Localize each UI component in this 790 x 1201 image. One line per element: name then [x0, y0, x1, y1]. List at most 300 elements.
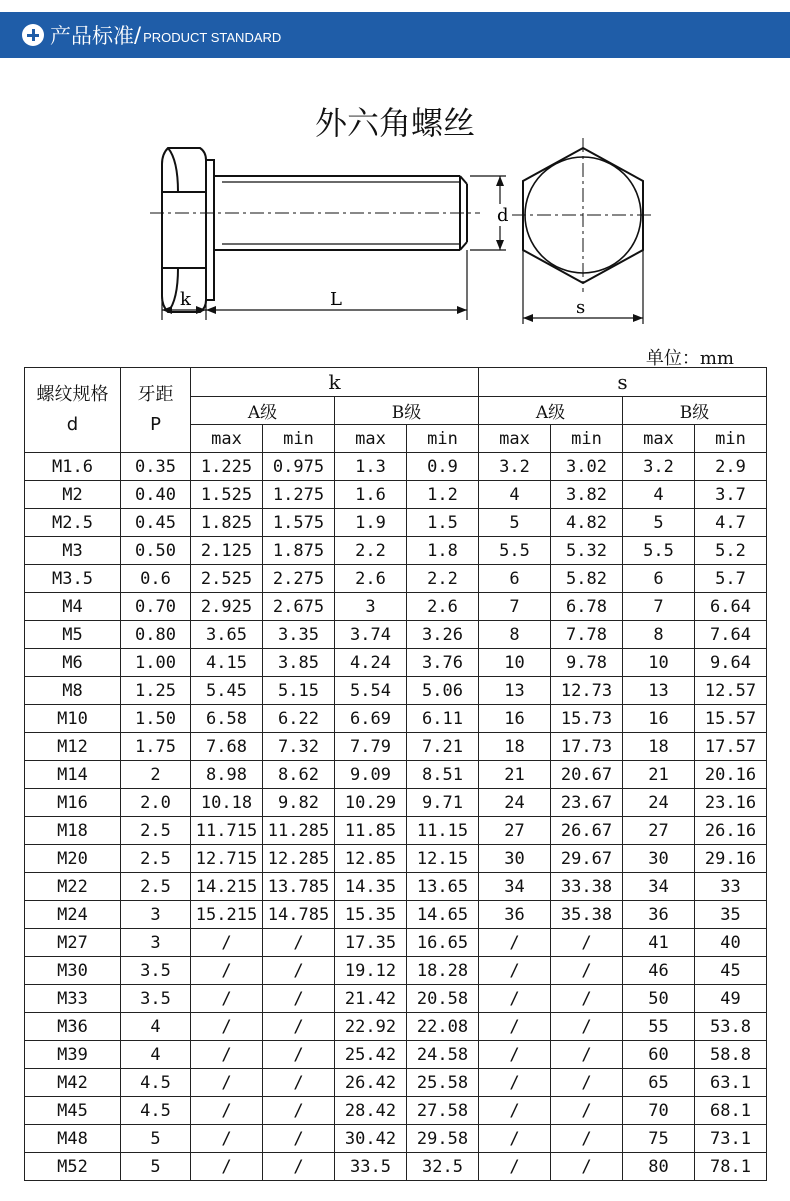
table-cell: 55: [623, 1013, 695, 1041]
header-spec-symbol: d: [66, 414, 79, 435]
table-row: [25, 537, 767, 565]
table-cell: /: [191, 1069, 263, 1097]
table-cell: 34: [623, 873, 695, 901]
table-cell: 2.525: [191, 565, 263, 593]
table-cell: 0.80: [121, 621, 191, 649]
table-cell: 26.67: [551, 817, 623, 845]
table-cell: /: [263, 985, 335, 1013]
table-cell: 29.16: [695, 845, 767, 873]
table-cell: 5.54: [335, 677, 407, 705]
table-cell: 12.15: [407, 845, 479, 873]
table-cell: 25.58: [407, 1069, 479, 1097]
table-cell: 3.2: [623, 453, 695, 481]
table-row: [25, 593, 767, 621]
table-cell: 2.9: [695, 453, 767, 481]
table-cell: 78.1: [695, 1153, 767, 1181]
table-cell: 53.8: [695, 1013, 767, 1041]
table-cell: 1.50: [121, 705, 191, 733]
table-cell: 6: [479, 565, 551, 593]
table-cell: 0.975: [263, 453, 335, 481]
table-cell: 6.58: [191, 705, 263, 733]
table-cell: 2.5: [121, 873, 191, 901]
table-cell: 27: [623, 817, 695, 845]
table-cell: M5: [25, 621, 121, 649]
table-cell: /: [191, 1097, 263, 1125]
table-cell: 1.525: [191, 481, 263, 509]
table-cell: 58.8: [695, 1041, 767, 1069]
table-cell: 12.57: [695, 677, 767, 705]
table-cell: 3.82: [551, 481, 623, 509]
table-cell: 4: [479, 481, 551, 509]
table-cell: M18: [25, 817, 121, 845]
table-cell: 22.92: [335, 1013, 407, 1041]
table-cell: 6.11: [407, 705, 479, 733]
table-cell: 5.15: [263, 677, 335, 705]
table-cell: M1.6: [25, 453, 121, 481]
table-cell: 45: [695, 957, 767, 985]
table-row: [25, 649, 767, 677]
table-cell: 9.82: [263, 789, 335, 817]
table-cell: M8: [25, 677, 121, 705]
table-cell: /: [191, 929, 263, 957]
table-cell: /: [479, 1041, 551, 1069]
table-cell: 12.85: [335, 845, 407, 873]
table-cell: /: [263, 929, 335, 957]
table-cell: 5: [623, 509, 695, 537]
table-row: [25, 789, 767, 817]
table-cell: 63.1: [695, 1069, 767, 1097]
label-d: d: [497, 205, 509, 226]
table-cell: 3.74: [335, 621, 407, 649]
table-cell: 3.2: [479, 453, 551, 481]
table-row: [25, 677, 767, 705]
header-min: min: [263, 425, 335, 453]
table-cell: 7.64: [695, 621, 767, 649]
table-cell: 6.22: [263, 705, 335, 733]
table-cell: 3.85: [263, 649, 335, 677]
table-cell: 6.64: [695, 593, 767, 621]
table-cell: 9.09: [335, 761, 407, 789]
table-cell: 1.00: [121, 649, 191, 677]
banner-title-en: PRODUCT STANDARD: [143, 29, 282, 45]
table-cell: 2.6: [335, 565, 407, 593]
table-cell: /: [263, 957, 335, 985]
table-cell: 0.45: [121, 509, 191, 537]
table-cell: 1.75: [121, 733, 191, 761]
table-cell: 12.73: [551, 677, 623, 705]
table-cell: 29.58: [407, 1125, 479, 1153]
table-cell: 15.73: [551, 705, 623, 733]
table-row: [25, 1041, 767, 1069]
table-cell: 4: [121, 1013, 191, 1041]
table-cell: /: [551, 929, 623, 957]
table-cell: 11.15: [407, 817, 479, 845]
table-cell: 0.50: [121, 537, 191, 565]
header-spec-name: 螺纹规格: [36, 384, 109, 405]
table-cell: /: [263, 1069, 335, 1097]
hex-bolt-drawing: [0, 0, 790, 350]
header-spec: [25, 368, 121, 453]
table-cell: 17.35: [335, 929, 407, 957]
table-cell: 75: [623, 1125, 695, 1153]
table-cell: 68.1: [695, 1097, 767, 1125]
table-cell: 1.6: [335, 481, 407, 509]
table-cell: 3.65: [191, 621, 263, 649]
header-group-k: k: [191, 368, 479, 397]
table-cell: /: [479, 929, 551, 957]
table-cell: 18: [479, 733, 551, 761]
table-cell: 0.35: [121, 453, 191, 481]
unit-label: 单位：mm: [645, 348, 734, 369]
table-cell: 25.42: [335, 1041, 407, 1069]
table-cell: 33.5: [335, 1153, 407, 1181]
table-cell: /: [551, 1097, 623, 1125]
header-min: min: [695, 425, 767, 453]
table-cell: 5: [479, 509, 551, 537]
label-k: k: [180, 289, 191, 310]
table-cell: 7.78: [551, 621, 623, 649]
header-s-grade-a: A级: [479, 397, 623, 425]
table-cell: 49: [695, 985, 767, 1013]
label-s: s: [576, 297, 586, 318]
table-cell: 4: [121, 1041, 191, 1069]
table-cell: /: [551, 957, 623, 985]
table-cell: 18.28: [407, 957, 479, 985]
table-cell: M42: [25, 1069, 121, 1097]
table-cell: 15.35: [335, 901, 407, 929]
header-s-grade-b: B级: [623, 397, 767, 425]
table-cell: 14.35: [335, 873, 407, 901]
table-cell: M6: [25, 649, 121, 677]
table-cell: 5.82: [551, 565, 623, 593]
table-cell: 9.64: [695, 649, 767, 677]
header-pitch: [121, 368, 191, 453]
table-cell: 5.45: [191, 677, 263, 705]
table-cell: 2.6: [407, 593, 479, 621]
table-cell: /: [551, 985, 623, 1013]
table-row: [25, 817, 767, 845]
table-cell: M14: [25, 761, 121, 789]
table-cell: 27: [479, 817, 551, 845]
header-max: max: [479, 425, 551, 453]
header-pitch-name: 牙距: [137, 384, 174, 405]
table-cell: 3.5: [121, 957, 191, 985]
table-cell: 10.18: [191, 789, 263, 817]
table-row: [25, 509, 767, 537]
table-cell: 36: [479, 901, 551, 929]
table-cell: 6: [623, 565, 695, 593]
table-cell: M3: [25, 537, 121, 565]
table-cell: 80: [623, 1153, 695, 1181]
table-cell: 11.285: [263, 817, 335, 845]
table-cell: 3.35: [263, 621, 335, 649]
spec-table: [24, 367, 767, 1181]
table-cell: 9.71: [407, 789, 479, 817]
table-cell: 29.67: [551, 845, 623, 873]
header-k-grade-b: B级: [335, 397, 479, 425]
table-row: [25, 1153, 767, 1181]
table-cell: 22.08: [407, 1013, 479, 1041]
table-cell: /: [551, 1069, 623, 1097]
table-cell: /: [191, 1013, 263, 1041]
table-cell: 7.32: [263, 733, 335, 761]
table-cell: 5.06: [407, 677, 479, 705]
table-cell: 35.38: [551, 901, 623, 929]
table-cell: 5: [121, 1125, 191, 1153]
header-max: max: [191, 425, 263, 453]
table-cell: 4.7: [695, 509, 767, 537]
table-cell: 21: [623, 761, 695, 789]
table-cell: 4: [623, 481, 695, 509]
table-cell: M33: [25, 985, 121, 1013]
table-cell: 65: [623, 1069, 695, 1097]
table-cell: 10: [479, 649, 551, 677]
table-cell: 1.875: [263, 537, 335, 565]
table-cell: 3.76: [407, 649, 479, 677]
table-cell: 13: [479, 677, 551, 705]
table-cell: 2: [121, 761, 191, 789]
table-cell: M2.5: [25, 509, 121, 537]
table-row: [25, 845, 767, 873]
banner-separator: /: [134, 23, 142, 47]
table-cell: 20.16: [695, 761, 767, 789]
table-cell: M36: [25, 1013, 121, 1041]
table-cell: 23.67: [551, 789, 623, 817]
table-cell: M3.5: [25, 565, 121, 593]
table-cell: M10: [25, 705, 121, 733]
table-cell: /: [191, 1153, 263, 1181]
table-cell: 18: [623, 733, 695, 761]
table-cell: 1.25: [121, 677, 191, 705]
table-cell: 46: [623, 957, 695, 985]
banner-title-cn: 产品标准: [50, 24, 134, 48]
table-cell: 21: [479, 761, 551, 789]
table-cell: /: [551, 1013, 623, 1041]
table-cell: 40: [695, 929, 767, 957]
table-cell: 33.38: [551, 873, 623, 901]
table-cell: M4: [25, 593, 121, 621]
table-cell: M16: [25, 789, 121, 817]
table-cell: M20: [25, 845, 121, 873]
table-cell: 5.2: [695, 537, 767, 565]
table-cell: 28.42: [335, 1097, 407, 1125]
table-cell: 1.2: [407, 481, 479, 509]
table-cell: 5: [121, 1153, 191, 1181]
table-cell: /: [263, 1153, 335, 1181]
header-pitch-symbol: P: [150, 414, 161, 435]
table-cell: 14.215: [191, 873, 263, 901]
table-row: [25, 1097, 767, 1125]
table-cell: 8.62: [263, 761, 335, 789]
table-cell: /: [263, 1041, 335, 1069]
table-cell: 4.15: [191, 649, 263, 677]
table-cell: 1.575: [263, 509, 335, 537]
table-cell: 50: [623, 985, 695, 1013]
table-cell: 14.65: [407, 901, 479, 929]
table-row: [25, 761, 767, 789]
table-cell: 2.675: [263, 593, 335, 621]
label-L: L: [330, 289, 342, 310]
table-cell: 7.68: [191, 733, 263, 761]
header-min: min: [407, 425, 479, 453]
table-cell: 16: [623, 705, 695, 733]
table-cell: M45: [25, 1097, 121, 1125]
table-cell: M22: [25, 873, 121, 901]
table-cell: 70: [623, 1097, 695, 1125]
table-cell: 60: [623, 1041, 695, 1069]
table-cell: /: [479, 1097, 551, 1125]
table-cell: 30: [623, 845, 695, 873]
table-cell: 8.51: [407, 761, 479, 789]
table-row: [25, 873, 767, 901]
table-cell: 12.715: [191, 845, 263, 873]
table-cell: /: [479, 985, 551, 1013]
table-cell: 11.85: [335, 817, 407, 845]
table-row: [25, 621, 767, 649]
table-cell: 12.285: [263, 845, 335, 873]
table-cell: 20.58: [407, 985, 479, 1013]
table-cell: 8: [479, 621, 551, 649]
table-cell: 5.5: [623, 537, 695, 565]
table-cell: /: [551, 1041, 623, 1069]
table-cell: 7: [623, 593, 695, 621]
table-cell: /: [191, 957, 263, 985]
table-row: [25, 733, 767, 761]
table-cell: 24: [623, 789, 695, 817]
table-row: [25, 957, 767, 985]
table-cell: 10: [623, 649, 695, 677]
table-cell: 7.21: [407, 733, 479, 761]
table-cell: 3: [121, 901, 191, 929]
table-cell: /: [263, 1013, 335, 1041]
table-cell: 3: [335, 593, 407, 621]
table-cell: 14.785: [263, 901, 335, 929]
table-cell: /: [191, 1125, 263, 1153]
table-cell: 16: [479, 705, 551, 733]
table-cell: 2.5: [121, 817, 191, 845]
table-cell: 17.73: [551, 733, 623, 761]
table-cell: 4.82: [551, 509, 623, 537]
table-cell: 35: [695, 901, 767, 929]
table-cell: /: [479, 1013, 551, 1041]
table-cell: 3: [121, 929, 191, 957]
table-cell: 13.65: [407, 873, 479, 901]
table-row: [25, 565, 767, 593]
table-cell: 41: [623, 929, 695, 957]
table-cell: 13: [623, 677, 695, 705]
table-cell: 23.16: [695, 789, 767, 817]
table-row: [25, 985, 767, 1013]
table-cell: 3.26: [407, 621, 479, 649]
table-cell: 20.67: [551, 761, 623, 789]
table-cell: /: [479, 1069, 551, 1097]
diagram-title: 外六角螺丝: [314, 104, 475, 142]
table-cell: 2.275: [263, 565, 335, 593]
table-cell: /: [263, 1097, 335, 1125]
table-cell: 11.715: [191, 817, 263, 845]
table-cell: 6.69: [335, 705, 407, 733]
table-row: [25, 1013, 767, 1041]
table-cell: 30: [479, 845, 551, 873]
table-cell: 7.79: [335, 733, 407, 761]
table-cell: 34: [479, 873, 551, 901]
table-cell: 9.78: [551, 649, 623, 677]
table-cell: 0.40: [121, 481, 191, 509]
table-cell: 0.9: [407, 453, 479, 481]
table-cell: 0.6: [121, 565, 191, 593]
table-cell: 16.65: [407, 929, 479, 957]
table-cell: 2.0: [121, 789, 191, 817]
table-cell: 1.225: [191, 453, 263, 481]
table-cell: /: [479, 1125, 551, 1153]
table-row: [25, 705, 767, 733]
table-row: [25, 453, 767, 481]
table-cell: /: [263, 1125, 335, 1153]
table-cell: 3.7: [695, 481, 767, 509]
header-max: max: [335, 425, 407, 453]
table-cell: /: [191, 985, 263, 1013]
table-cell: 17.57: [695, 733, 767, 761]
table-cell: 2.125: [191, 537, 263, 565]
table-body: [25, 453, 767, 1181]
table-cell: /: [191, 1041, 263, 1069]
table-cell: 36: [623, 901, 695, 929]
table-cell: M12: [25, 733, 121, 761]
header-k-grade-a: A级: [191, 397, 335, 425]
table-cell: M24: [25, 901, 121, 929]
table-row: [25, 1125, 767, 1153]
table-cell: 5.32: [551, 537, 623, 565]
table-cell: 6.78: [551, 593, 623, 621]
table-row: [25, 929, 767, 957]
table-cell: 1.825: [191, 509, 263, 537]
table-cell: 8.98: [191, 761, 263, 789]
table-cell: 5.5: [479, 537, 551, 565]
table-cell: 13.785: [263, 873, 335, 901]
table-cell: 3.5: [121, 985, 191, 1013]
table-cell: M30: [25, 957, 121, 985]
table-cell: 10.29: [335, 789, 407, 817]
table-cell: M48: [25, 1125, 121, 1153]
table-cell: M27: [25, 929, 121, 957]
table-cell: 26.42: [335, 1069, 407, 1097]
table-cell: 1.5: [407, 509, 479, 537]
table-cell: M52: [25, 1153, 121, 1181]
table-cell: 2.2: [335, 537, 407, 565]
table-cell: 2.925: [191, 593, 263, 621]
table-row: [25, 481, 767, 509]
table-cell: 15.215: [191, 901, 263, 929]
table-cell: 4.24: [335, 649, 407, 677]
table-cell: 5.7: [695, 565, 767, 593]
table-cell: 33: [695, 873, 767, 901]
header-group-s: s: [479, 368, 767, 397]
table-cell: 8: [623, 621, 695, 649]
table-cell: 3.02: [551, 453, 623, 481]
table-cell: 15.57: [695, 705, 767, 733]
table-cell: 27.58: [407, 1097, 479, 1125]
table-cell: /: [479, 957, 551, 985]
table-cell: 4.5: [121, 1069, 191, 1097]
table-cell: M39: [25, 1041, 121, 1069]
table-cell: 21.42: [335, 985, 407, 1013]
table-cell: 19.12: [335, 957, 407, 985]
header-max: max: [623, 425, 695, 453]
table-cell: 1.9: [335, 509, 407, 537]
table-cell: 4.5: [121, 1097, 191, 1125]
table-header: [25, 368, 767, 453]
table-cell: 2.5: [121, 845, 191, 873]
